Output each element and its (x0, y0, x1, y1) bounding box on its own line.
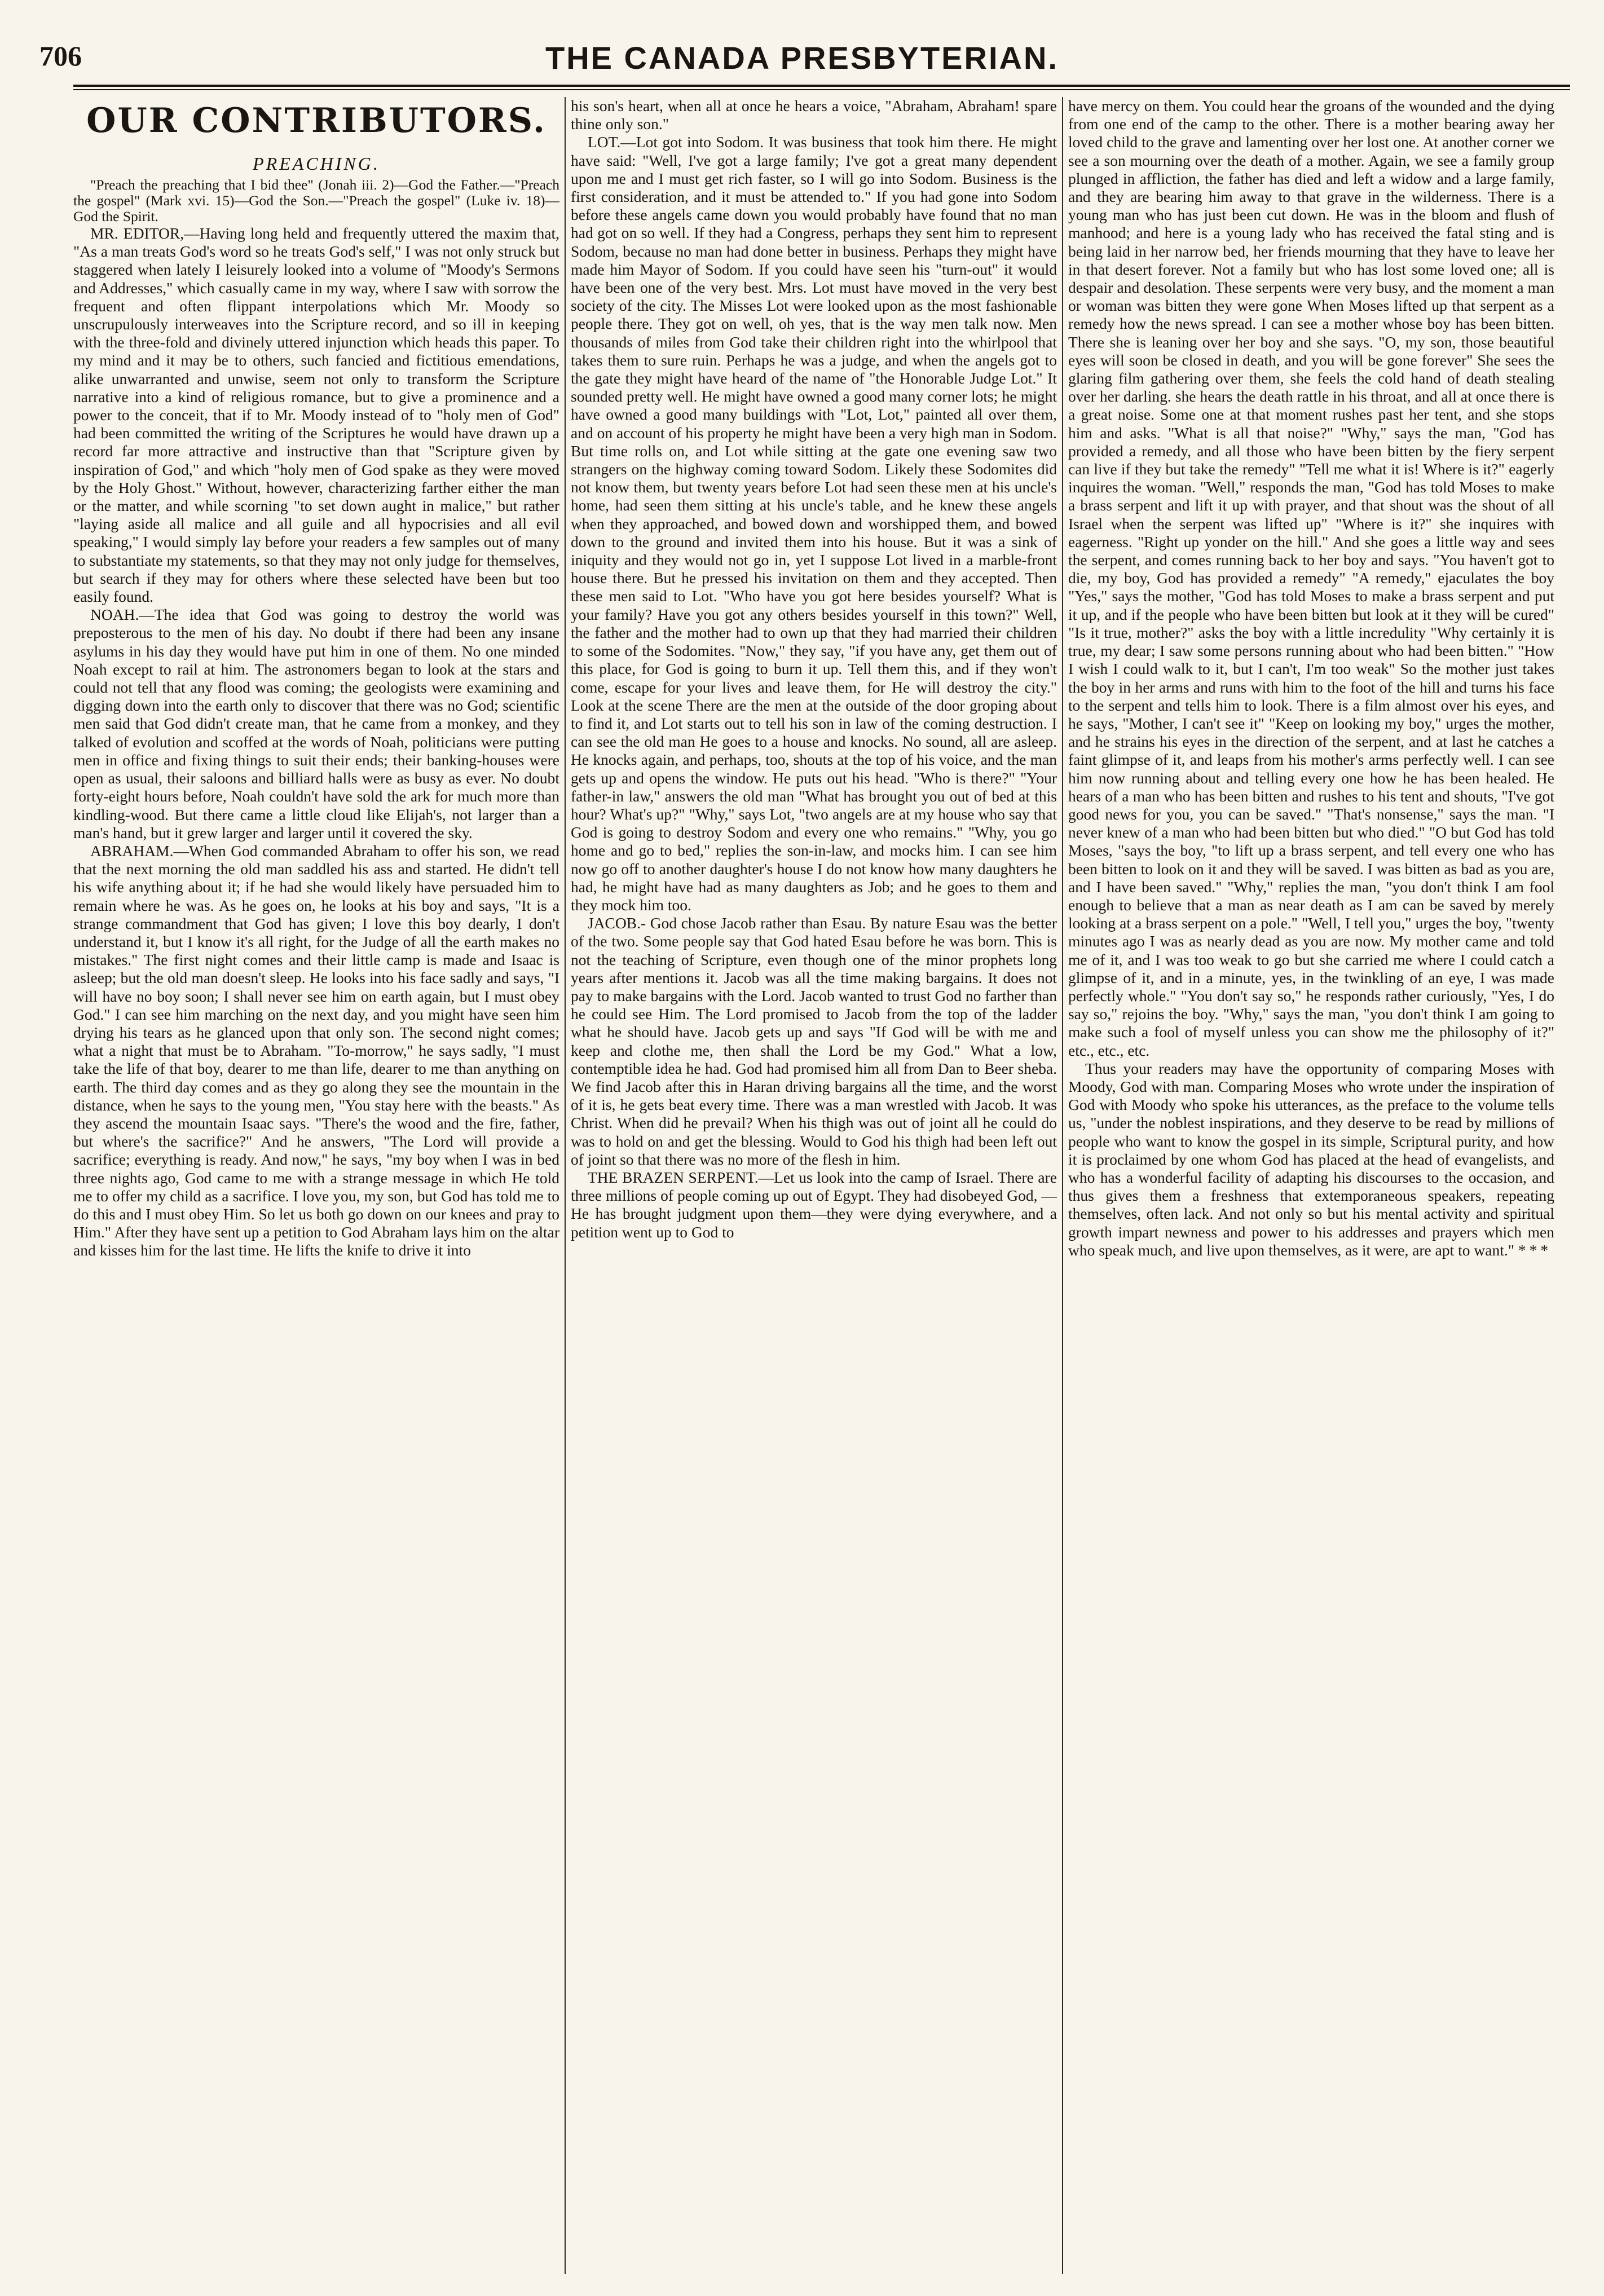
paragraph (571, 97, 1057, 133)
paragraph-lead: LOT. (588, 133, 621, 151)
paragraph-lead: ABRAHAM. (90, 841, 174, 860)
page-header (39, 39, 1565, 79)
paragraph (571, 914, 1057, 1169)
column-2 (571, 97, 1057, 2274)
paragraph-text: —When God commanded Abraham to offer his son, we read that the next morning the old man saddled his ass and started. He didn't tell his wife anything about it; if he had she would likely have persuaded him to remain where he was. As he goes on, he looks at his boy and says, "It is a strange commandment that God has given; I love this boy dearly, I don't understand it, but I know it's all right, for the Judge of all the earth makes no mistakes." The first night comes and their little camp is made and Isaac is asleep; but the old man doesn't sleep. He looks into his face sadly and says, "I will have no boy soon; I shall never see him on earth again, but I must obey God." I can see him marching on the next day, and you might have seen him drying his tears as he glanced upon that only son. The second night comes; what a night that must be to Abraham. "To-morrow," he says sadly, "I must take the life of that boy, dearer to me than life, dearer to me than anything on earth. The third day comes and as they go along they see the mountain in the distance, when he says to the young men, "You stay here with the beasts." As they ascend the mountain Isaac says. "There's the wood and the fire, father, but where's the sacrifice?" And he answers, "The Lord will provide a sacrifice; everything is ready. And now," he says, "my boy when I was in bed three nights ago, God came to me with a strange message in which He told me to offer my child as a sacrifice. I love you, my son, but God has told me to do this and I must obey Him. So let us both go down on our knees and pray to Him." After they have sent up a petition to God Abraham lays him on the altar and kisses him for the last time. He lifts the knife to drive it into (73, 841, 559, 1259)
section-heading: OUR CONTRIBUTORS. (86, 101, 547, 140)
signoff-asterisks: *** (1518, 1241, 1552, 1259)
paragraph-text: —Let us look into the camp of Israel. There are three millions of people coming up out of Egypt. They had disobeyed God, —He has brought judgment upon them—they were dying everywhere, and a petition went up to God to (571, 1168, 1057, 1241)
paragraph (73, 842, 559, 1260)
paragraph-text: —The idea that God was going to destroy the world was preposterous to the men of his day. No doubt if there had been any insane asylums in his day they would have put him in one of them. No one minded Noah except to rail at him. The astronomers began to look at the stars and could not tell that any flood was coming; the geologists were examining and digging down into the earth only to discover that there was no God; scientific men said that God didn't create man, that he came from a monkey, and they talked of evolution and scoffed at the words of Noah, politicians were putting men in office and fixing things to suit their ends; their banking-houses were open as usual, their saloons and billiard halls were as busy as ever. No doubt forty-eight hours before, Noah couldn't have sold the ark for much more than kindling-wood. But there came a little cloud like Elijah's, not larger than a man's hand, but it grew larger and larger until it covered the sky. (73, 606, 559, 841)
column-3 (1068, 97, 1554, 2274)
paragraph-lead: MR. EDITOR, (90, 224, 184, 242)
paragraph-lead: JACOB. (588, 914, 641, 932)
paragraph (1068, 1060, 1554, 1259)
paragraph (73, 224, 559, 606)
paragraph-text: —Lot got into Sodom. It was business that took him there. He might have said: "Well, I've got a large family; I've got a great many dependent upon me and I must get rich faster, so I will go into Sodom. Business is the first consideration, and it must be attended to." If you had gone into Sodom before these angels came down you would probably have found that no man had got on so well. If they had a Congress, perhaps they sent him to represent Sodom, because no man had done better in business. Perhaps they might have made him Mayor of Sodom. If you could have seen his "turn-out" it would have been one of the very best. Mrs. Lot must have moved in the very best society of the city. The Misses Lot were looked upon as the most fashionable people there. They got on well, oh yes, that is the way men talk now. Men thousands of miles from God take their children right into the whirlpool that takes them to sure ruin. Perhaps he was a judge, and when the angels got to the gate they might have heard of the name of "the Honorable Judge Lot." It sounded pretty well. He might have owned a good many corner lots; he might have owned a good many buildings with "Lot, Lot," painted all over them, and on account of his property he might have been a very high man in Sodom. But time rolls on, and Lot while sitting at the gate one evening saw two strangers on the highway coming toward Sodom. Likely these Sodomites did not know them, but twenty years before Lot had seen these men at his uncle's home, had seen them sitting at his uncle's table, and he knew these angels when they approached, and bowed down and worshipped them, and bowed down to the ground and invited them into his house. But it was a sink of iniquity and they would not go in, yet I suppose Lot lived in a marble-front house there. But he pressed his invitation on them and they accepted. Then these men said to Lot. "Who have you got here besides yourself? What is your family? Have you got any others besides yourself in this town?" Well, the father and the mother had to own up that they had married their children to some of the Sodomites. "Now," they say, "if you have any, get them out of this place, for God is going to burn it up. Tell them this, and if they won't come, escape for your lives and leave them, for He will destroy the city." Look at the scene There are the men at the outside of the door groping about to find it, and Lot starts out to tell his son in law of the coming destruction. I can see the old man He goes to a house and knocks. No sound, all are asleep. He knocks again, and perhaps, too, shouts at the top of his voice, and the man gets up and opens the window. He puts out his head. "Who is there?" "Your father-in law," answers the old man "What has brought you out of bed at this hour? What's up?" "Why," says Lot, "two angels are at my house who say that God is going to destroy Sodom and every one who remains." "Why, you go home and go to bed," replies the son-in-law, and mocks him. I can see him now go off to another daughter's house I do not know how many daughters he had, he might have had as many daughters as Job; and he goes to them and they mock him too. (571, 133, 1057, 914)
page-number: 706 (39, 40, 82, 72)
paragraph (571, 1169, 1057, 1241)
paragraph-text: - God chose Jacob rather than Esau. By nature Esau was the better of the two. Some people say that God hated Esau before he was born. This is not the teaching of Scripture, even though one of the minor prophets long years after mentions it. Jacob was all the time making bargains. It does not pay to make bargains with the Lord. Jacob wanted to trust God no farther than he could see Him. The Lord promised to Jacob from the top of the ladder what he should have. Jacob gets up and says "If God will be with me and keep and clothe me, then shall the Lord be my God." What a low, contemptible idea he had. God had promised him all from Dan to Beer sheba. We find Jacob after this in Haran driving bargains all the time, and the worst of it is, he gets beat every time. There was a man wrestled with Jacob. It was Christ. When did he prevail? When his thigh was out of joint all he could do was to hold on and get the blessing. Would to God his thigh had been left out of joint so that there was no more of the flesh in him. (571, 914, 1057, 1168)
paragraph-text: Thus your readers may have the opportunity of comparing Moses with Moody, God with man. Comparing Moses who wrote under the inspiration of God with Moody who spoke his utterances, as the preface to the volume tells us, "under the noblest inspirations, and they deserve to be read by millions of people who want to know the gospel in its simple, Scriptural purity, and how it is proclaimed by one whom God has placed at the head of evangelists, and who has a wonderful facility of adapting his discourses to the occasion, and thus gives them a freshness that extemporaneous speakers, repeating themselves, often lack. And not only so but his mental activity and spiritual growth impart newness and power to his addresses and prayers which men who speak much, and live upon themselves, as it were, are apt to want." (1068, 1059, 1554, 1259)
running-title: THE CANADA PRESBYTERIAN. (545, 40, 1059, 76)
column-divider (565, 97, 566, 2274)
column-divider (1062, 97, 1063, 2274)
epigraph: "Preach the preaching that I bid thee" (Jonah iii. 2)—God the Father.—"Preach the gospel" (Mark xvi. 15)—God the Son.—"Preach the gospel" (Luke iv. 18)—God the Spirit. (73, 177, 559, 224)
column-1 (73, 97, 559, 2274)
paragraph-lead: THE BRAZEN SERPENT. (588, 1168, 759, 1186)
header-rule-thin (73, 89, 1570, 90)
paragraph-lead: NOAH. (90, 606, 139, 624)
paragraph (73, 606, 559, 842)
paragraph-text: have mercy on them. You could hear the groans of the wounded and the dying from one end of the camp to the other. There is a mother bearing away her loved child to the grave and lamenting over her lost one. At another corner we see a son mourning over the death of a mother. Again, we see a family group plunged in affliction, the father has died and left a widow and a large family, and they are bearing him away to that grave in the wilderness. There is a young man who has just been cut down. He was in the bloom and flush of manhood; and here is a young lady who has received the fatal sting and is being laid in her narrow bed, her friends mourning that they have to leave her in that desert forever. Not a family but who has lost some loved one; all is despair and desolation. These serpents were very busy, and the moment a man or woman was bitten they were gone When Moses lifted up that serpent as a remedy how the news spread. I can see a mother whose boy has been bitten. There she is leaning over her boy and she says. "O, my son, those beautiful eyes will soon be closed in death, and you will be gone forever" She sees the glaring film gathering over them, she feels the cold hand of death stealing over her darling. she hears the death rattle in his throat, and all at once there is a great noise. Some one at that moment rushes past her tent, and she stops him and asks. "What is all that noise?" "Why," says the man, "God has provided a remedy, and all those who have been bitten by the fiery serpent can live if they but take the remedy" "Tell me what it is! Where is it?" eagerly inquires the woman. "Well," responds the man, "God has told Moses to make a brass serpent and lift it up with prayer, and that shout was the shout of all Israel when the serpent was lifted up" "Where is it?" she inquires with eagerness. "Right up yonder on the hill." And she goes a little way and sees the serpent, and comes running back to her boy and says. "You haven't got to die, my boy, God has provided a remedy" "A remedy," ejaculates the boy "Yes," says the mother, "God has told Moses to make a brass serpent and put it up, and if the people who have been bitten but look at it they will be cured" "Is it true, mother?" asks the boy with a little incredulity "Why certainly it is true, my dear; I saw some persons running about who had been bitten." "How I wish I could walk to it, but I can't, I'm too weak" So the mother just takes the boy in her arms and runs with him to the foot of the hill and turns his face to the serpent and tells him to look. There is a film almost over his eyes, and he says, "Mother, I can't see it" "Keep on looking my boy," urges the mother, and he strains his eyes in the direction of the serpent, and at last he catches a faint glimpse of it, and leaps from his mother's arms perfectly well. I can see him now running about and telling every one how he has been healed. He hears of a man who has been bitten and rushes to his tent and shouts, "I've got good news for you, you can be saved." "That's nonsense," says the man. "I never knew of a man who had been bitten but who died." "O but God has told Moses, "says the boy, "to lift up a brass serpent, and tell every one who has been bitten to look on it and they will be saved. I was bitten as bad as you are, and I have been saved." "Why," replies the man, "you don't think I am fool enough to believe that a man as near death as I am can be saved by merely looking at a brass serpent on a pole." "Well, I tell you," urges the boy, "twenty minutes ago I was as nearly dead as you are now. My mother came and told me of it, and I was too weak to go but she carried me where I could catch a glimpse of it, and in a minute, yes, in the twinkling of an eye, I was made perfectly whole." "You don't say so," he responds rather curiously, "Yes, I do say so," rejoins the boy. "Why," says the man, "you don't think I am going to make such a fool of myself unless you can show me the philosophy of it?" etc., etc., etc. (1068, 97, 1554, 1059)
paragraph-text: —Having long held and frequently uttered the maxim that, "As a man treats God's word so he treats God's self," I was not only struck but staggered when lately I leisurely looked into a volume of "Moody's Sermons and Addresses," which casually came in my way, where I saw with sorrow the frequent and often flippant interpolations which Mr. Moody so unscrupulously interweaves into the Scripture record, and so ill in keeping with the three-fold and divinely uttered injunction which heads this paper. To my mind and it may be to others, such fancied and fictitious emendations, alike unwarranted and unwise, seem not only to transform the Scripture narrative into a kind of religious romance, but to give a prominence and a power to the conceit, that if to Mr. Moody instead of to "holy men of God" had been committed the writing of the Scriptures he would have drawn up a record far more attractive and instructive than that "Scripture given by inspiration of God," and which "holy men of God spake as they were moved by the Holy Ghost." Without, however, characterizing farther either the man or the matter, and while scorning "to set down aught in malice," but rather "laying aside all malice and all guile and all hypocrisies and all evil speaking," I would simply lay before your readers a few samples out of many to substantiate my statements, so that they may not only judge for themselves, but search if they may for others where these selected have been but too easily found. (73, 224, 559, 606)
paragraph (571, 133, 1057, 914)
article-title: PREACHING. (253, 153, 380, 174)
header-rule (73, 85, 1570, 87)
paragraph (1068, 97, 1554, 1060)
paragraph-text: his son's heart, when all at once he hears a voice, "Abraham, Abraham! spare thine only son." (571, 97, 1057, 133)
